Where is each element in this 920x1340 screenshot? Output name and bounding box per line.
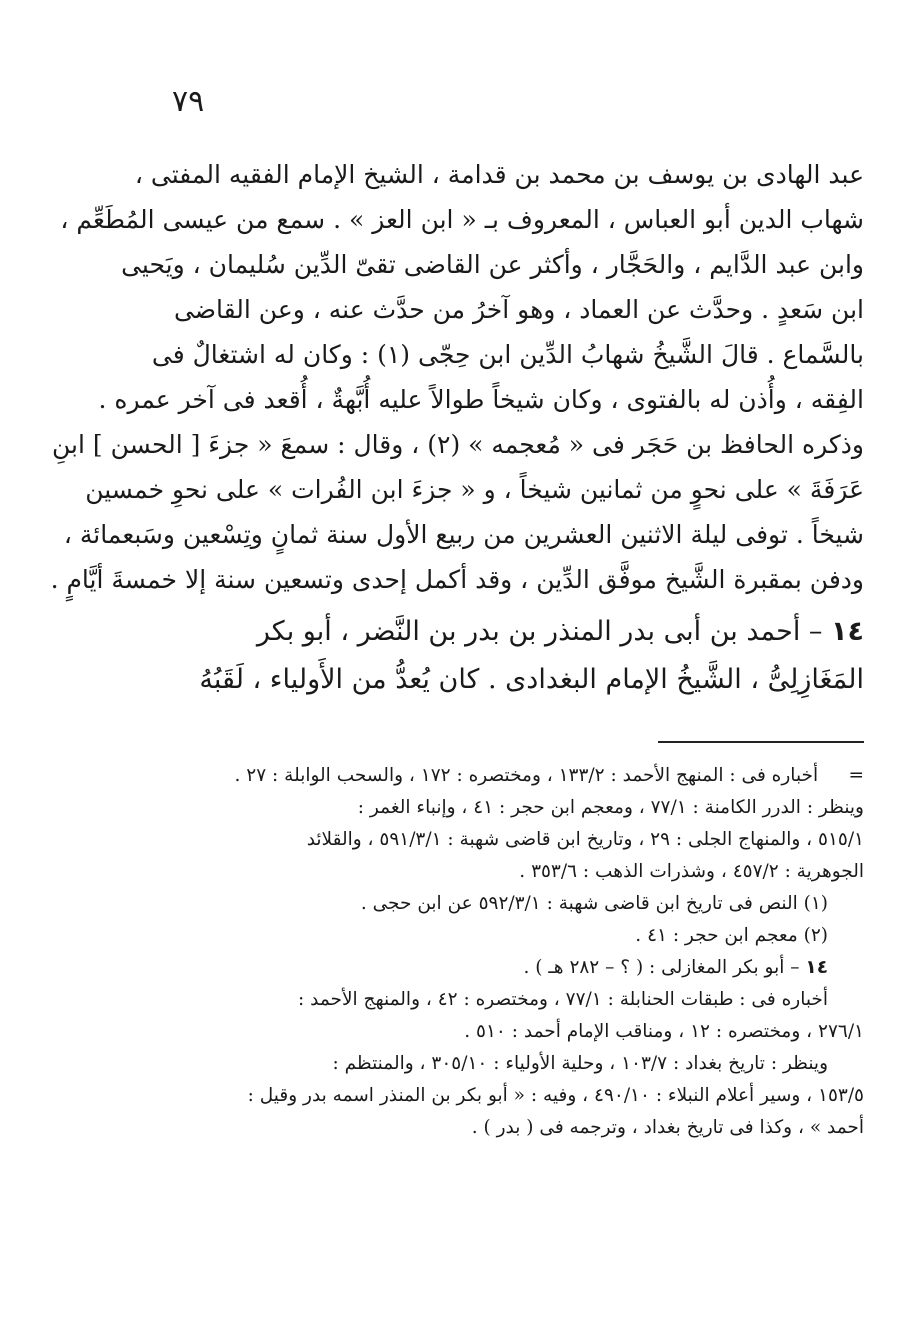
main-line: شيخاً . توفى ليلة الاثنين العشرين من ربيع الأول سنة ثمانٍ وتِسْعين وسَبعمائة ،	[63, 520, 864, 549]
footnote-line: وينظر : الدرر الكامنة : ٧٧/١ ، ومعجم ابن حجر : ٤١ ، وإنباء الغمر :	[357, 797, 864, 818]
entry-number: ١٤	[831, 616, 864, 647]
continuation-mark: =	[848, 765, 864, 786]
main-line: الفِقه ، وأُذن له بالفتوى ، وكان شيخاً طوالاً عليه أُبَّهةٌ ، أُقعد فى آخر عمره .	[98, 385, 864, 414]
footnote-text: أخباره فى : المنهج الأحمد : ١٣٣/٢ ، ومختصره : ١٧٢ ، والسحب الوابلة : ٢٧ .	[234, 765, 819, 786]
footnote-entry-heading	[150, 952, 864, 984]
biography-entry	[150, 608, 864, 704]
main-line: ودفن بمقبرة الشَّيخ موفَّق الدِّين ، وقد أكمل إحدى وتسعين سنة إلا خمسةَ أيَّامٍ .	[50, 565, 864, 594]
main-text	[50, 152, 864, 704]
footnotes	[150, 760, 864, 1144]
footnote-line: ٢٧٦/١ ، ومختصره : ١٢ ، ومناقب الإمام أحمد : ٥١٠ .	[464, 1021, 864, 1042]
footnote-2: (٢) معجم ابن حجر : ٤١ .	[635, 925, 828, 946]
main-line: عَرَفَةَ » على نحوٍ من ثمانين شيخاً ، و « جزءَ ابن الفُرات » على نحوِ خمسين	[85, 475, 864, 504]
main-line: شهاب الدين أبو العباس ، المعروف بـ « ابن العز » . سمع من عيسى المُطَعِّم ،	[60, 205, 864, 234]
footnote-line: ١٥٣/٥ ، وسير أعلام النبلاء : ٤٩٠/١٠ ، وفيه : « أبو بكر بن المنذر اسمه بدر وقيل :	[247, 1085, 864, 1106]
footnote-line	[150, 760, 864, 792]
main-line: بالسَّماع . قالَ الشَّيخُ شهابُ الدِّين ابن حِجّى (١) : وكان له اشتغالٌ فى	[151, 340, 864, 369]
main-line: وذكره الحافظ بن حَجَر فى « مُعجمه » (٢) ، وقال : سمعَ « جزءَ [ الحسن ] ابنِ	[52, 430, 864, 459]
entry-heading-line	[150, 608, 864, 656]
entry-heading-text: – أحمد بن أبى بدر المنذر بن بدر بن النَّضر ، أبو بكر	[256, 616, 823, 647]
page-number: ٧٩	[172, 84, 205, 119]
footnote-line: أخباره فى : طبقات الحنابلة : ٧٧/١ ، ومختصره : ٤٢ ، والمنهج الأحمد :	[298, 989, 828, 1010]
footnote-entry-number: ١٤	[805, 957, 828, 978]
footnote-1: (١) النص فى تاريخ ابن قاضى شهبة : ٥٩٢/٣/١ عن ابن حجى .	[360, 893, 828, 914]
footnote-separator	[658, 741, 864, 743]
main-line: ابن سَعدٍ . وحدَّث عن العماد ، وهو آخرُ من حدَّث عنه ، وعن القاضى	[173, 295, 864, 324]
footnote-entry-title: – أبو بكر المغازلى : ( ؟ – ٢٨٢ هـ ) .	[523, 957, 800, 978]
main-line: عبد الهادى بن يوسف بن محمد بن قدامة ، الشيخ الإمام الفقيه المفتى ،	[134, 160, 864, 189]
footnote-line: ٥١٥/١ ، والمنهاج الجلى : ٢٩ ، وتاريخ ابن قاضى شهبة : ٥٩١/٣/١ ، والقلائد	[306, 829, 864, 850]
main-line: وابن عبد الدَّايم ، والحَجَّار ، وأكثر عن القاضى تقىّ الدِّين سُليمان ، ويَحيى	[121, 250, 864, 279]
entry-line: المَغَازِلِىُّ ، الشَّيخُ الإمام البغدادى . كان يُعدُّ من الأَولياء ، لَقَبُهُ	[199, 664, 864, 695]
footnote-line: وينظر : تاريخ بغداد : ١٠٣/٧ ، وحلية الأولياء : ٣٠٥/١٠ ، والمنتظم :	[332, 1053, 828, 1074]
footnote-line: الجوهرية : ٤٥٧/٢ ، وشذرات الذهب : ٣٥٣/٦ .	[519, 861, 864, 882]
footnote-line: أحمد » ، وكذا فى تاريخ بغداد ، وترجمه فى ( بدر ) .	[471, 1117, 864, 1138]
